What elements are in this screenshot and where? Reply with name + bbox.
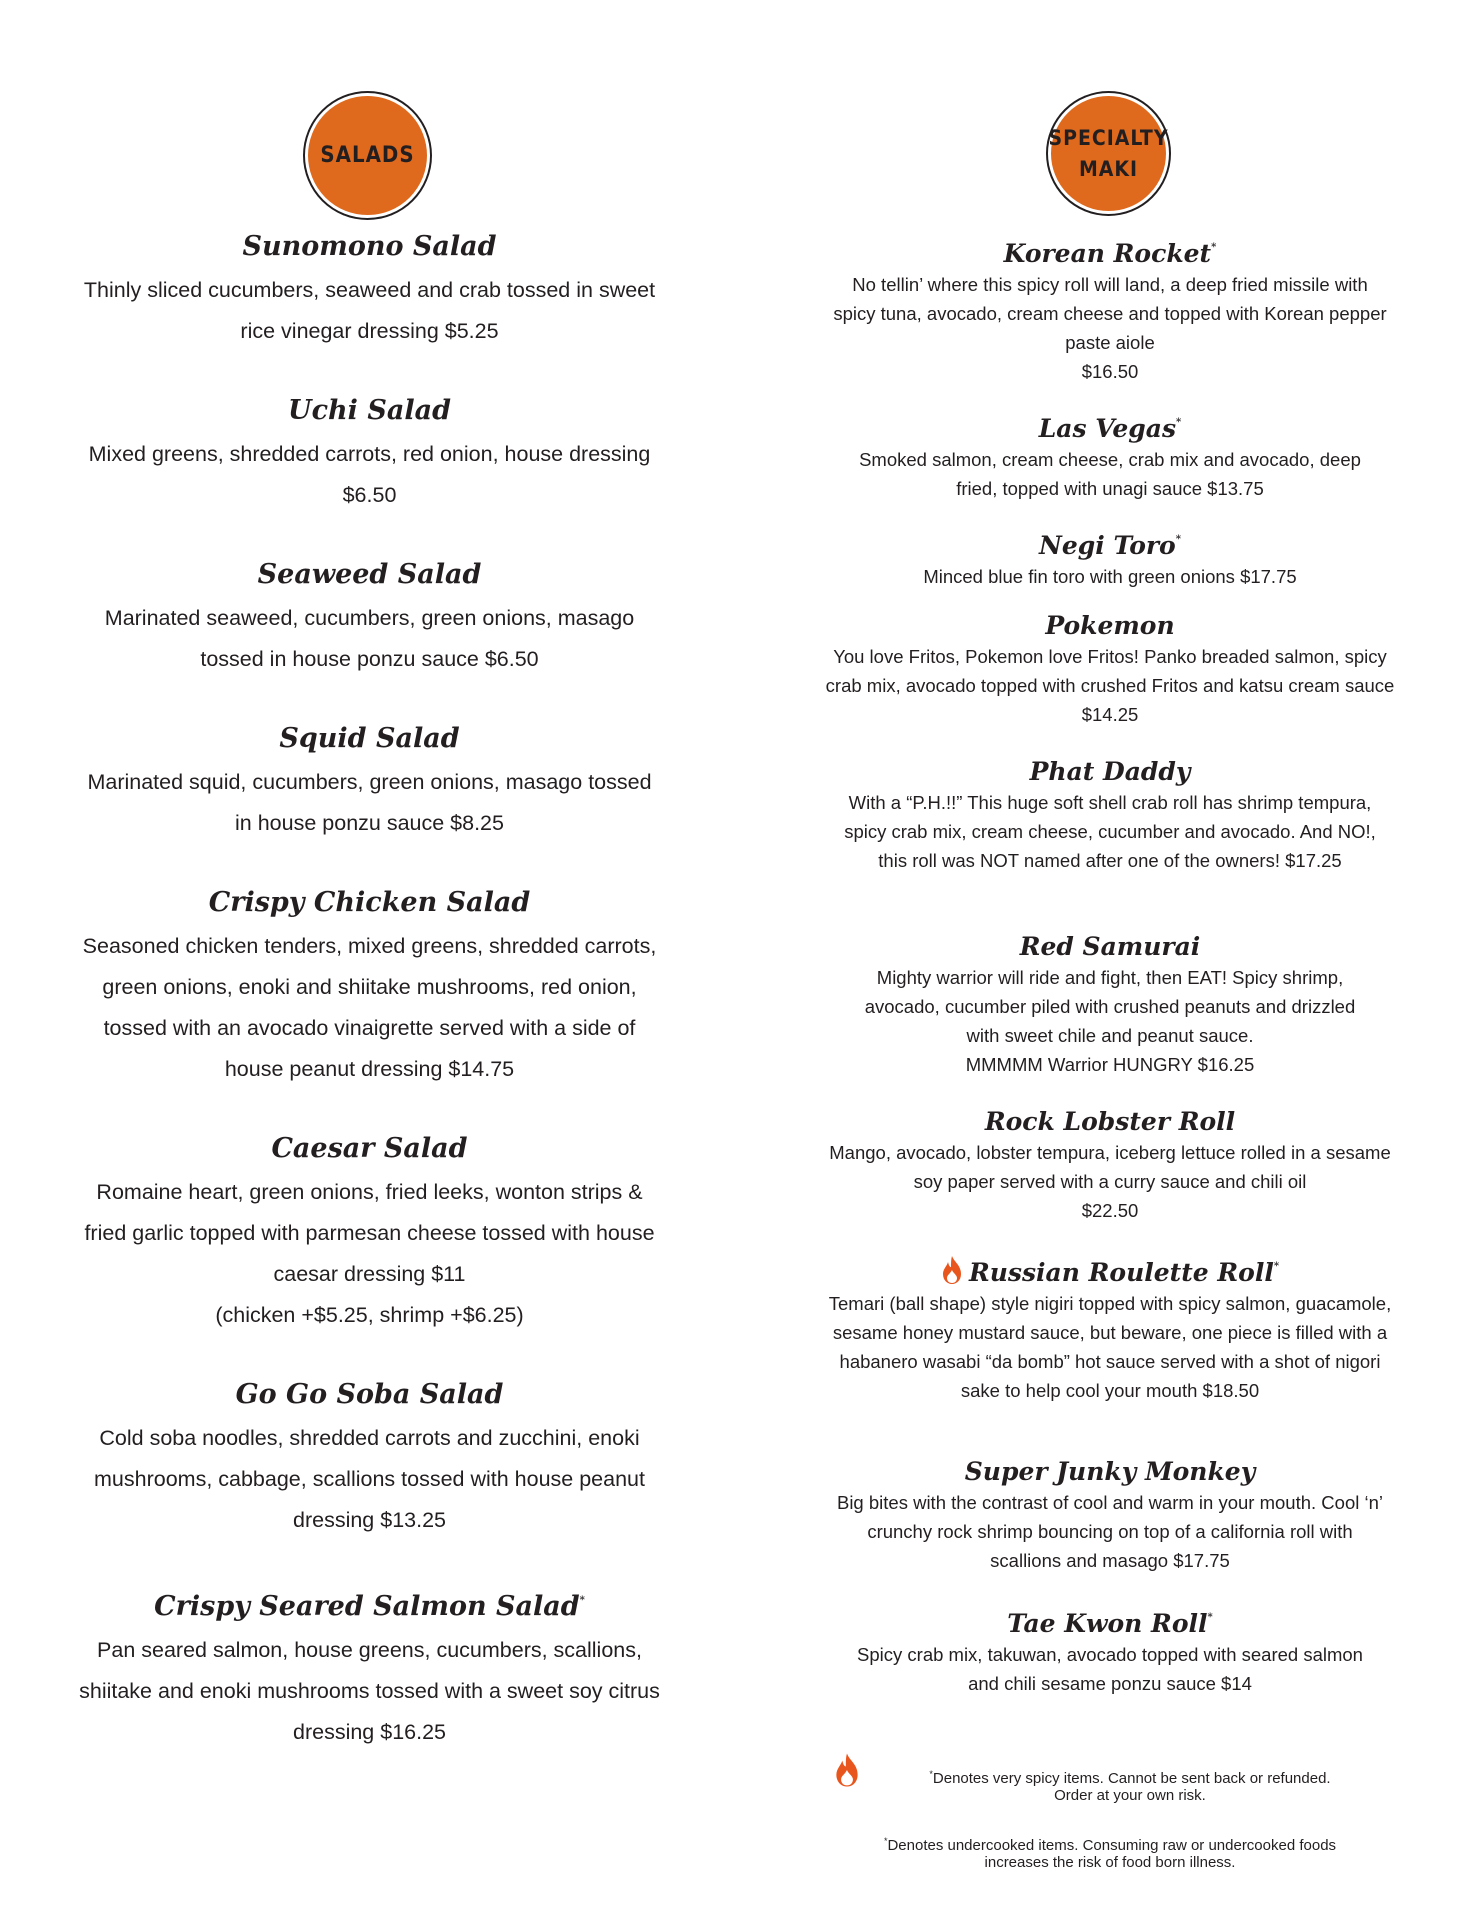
item-description: Spicy crab mix, takuwan, avocado topped with seared salmon and chili sesame ponzu sauce $14 (857, 1644, 1363, 1694)
menu-item (62, 558, 677, 680)
specialty-maki-badge (1048, 93, 1169, 214)
item-description: Pan seared salmon, house greens, cucumbers, scallions, shiitake and enoki mushrooms tossed with a sweet soy citrus dressing $16.25 (79, 1638, 660, 1744)
menu-item (810, 232, 1410, 386)
menu-item (62, 230, 677, 352)
item-name: Korean Rocket* (1003, 239, 1217, 268)
item-description: You love Fritos, Pokemon love Fritos! Panko breaded salmon, spicy crab mix, avocado topped with crushed Fritos and katsu cream sauce $14.25 (825, 646, 1395, 725)
menu-item (62, 1132, 677, 1336)
item-name: Red Samurai (1019, 932, 1201, 961)
undercooked-marker: * (1175, 534, 1181, 545)
maki-heading-line2: MAKI (1078, 156, 1139, 181)
item-description: Smoked salmon, cream cheese, crab mix and avocado, deep fried, topped with unagi sauce $13.75 (859, 449, 1361, 499)
item-name: Squid Salad (279, 723, 460, 754)
item-name: Las Vegas* (1038, 414, 1182, 443)
menu-item (810, 407, 1410, 503)
item-name: Russian Roulette Roll* (810, 1251, 1410, 1289)
item-name: Sunomono Salad (242, 231, 497, 262)
menu-item (62, 886, 677, 1090)
item-description: No tellin’ where this spicy roll will land, a deep fried missile with spicy tuna, avocado, cream cheese and topped with Korean pepper paste aiole (833, 274, 1387, 353)
item-price: $16.50 (1081, 361, 1139, 382)
item-name: Crispy Seared Salmon Salad* (154, 1591, 585, 1622)
salads-heading: SALADS (320, 143, 415, 168)
undercooked-marker: * (1207, 1612, 1213, 1623)
item-name: Pokemon (1045, 611, 1175, 640)
item-name: Phat Daddy (1029, 757, 1191, 786)
undercooked-marker: * (1211, 242, 1217, 253)
menu-item (62, 394, 677, 516)
undercooked-note: *Denotes undercooked items. Consuming raw or undercooked foods increases the risk of food born illness. (883, 1836, 1337, 1871)
spicy-note: *Denotes very spicy items. Cannot be sent back or refunded. Order at your own risk. (810, 1752, 1410, 1790)
menu-item (810, 610, 1410, 729)
menu-item (62, 1584, 677, 1753)
menu-item (810, 524, 1410, 591)
item-name: Seaweed Salad (257, 559, 482, 590)
item-description: Marinated seaweed, cucumbers, green onions, masago tossed in house ponzu sauce $6.50 (104, 606, 635, 671)
item-name: Super Junky Monkey (964, 1457, 1256, 1486)
item-description: Thinly sliced cucumbers, seaweed and crab tossed in sweet rice vinegar dressing $5.25 (83, 278, 656, 343)
item-addons: (chicken +$5.25, shrimp +$6.25) (215, 1303, 524, 1327)
item-name: Go Go Soba Salad (235, 1379, 504, 1410)
flame-icon (941, 1255, 963, 1285)
item-description: Big bites with the contrast of cool and warm in your mouth. Cool ‘n’ crunchy rock shrimp bouncing on top of a california roll with scallions and masago $17.75 (836, 1492, 1383, 1571)
item-description: Cold soba noodles, shredded carrots and zucchini, enoki mushrooms, cabbage, scallions tossed with house peanut dressing $13.25 (94, 1426, 645, 1532)
menu-item (810, 756, 1410, 875)
item-description: Romaine heart, green onions, fried leeks, wonton strips & fried garlic topped with parmesan cheese tossed with house caesar dressing $11 (84, 1180, 655, 1286)
item-description: Mighty warrior will ride and fight, then EAT! Spicy shrimp, avocado, cucumber piled with crushed peanuts and drizzled with sweet chile and peanut sauce. (864, 967, 1356, 1046)
item-description: Minced blue fin toro with green onions $17.75 (923, 566, 1297, 587)
item-price: MMMMM Warrior HUNGRY $16.25 (965, 1054, 1255, 1075)
undercooked-marker: * (1273, 1261, 1280, 1272)
maki-heading-line1: SPECIALTY (1048, 126, 1169, 151)
item-description: With a “P.H.!!” This huge soft shell crab roll has shrimp tempura, spicy crab mix, cream cheese, cucumber and avocado. And NO!, this roll was NOT named after one of the owners! $17.25 (844, 792, 1376, 871)
item-description: Marinated squid, cucumbers, green onions, masago tossed in house ponzu sauce $8.25 (87, 770, 652, 835)
item-description: Temari (ball shape) style nigiri topped with spicy salmon, guacamole, sesame honey mustard sauce, but beware, one piece is filled with a habanero wasabi “da bomb” hot sauce served with a shot of nigori sake to help cool your mouth $18.50 (828, 1293, 1392, 1401)
item-description: Mango, avocado, lobster tempura, iceberg lettuce rolled in a sesame soy paper served with a curry sauce and chili oil (829, 1142, 1391, 1192)
item-name: Negi Toro* (1039, 531, 1181, 560)
menu-item (810, 1251, 1410, 1405)
item-name: Tae Kwon Roll* (1007, 1609, 1213, 1638)
item-description: Seasoned chicken tenders, mixed greens, shredded carrots, green onions, enoki and shiitake mushrooms, red onion, tossed with an avocado vinaigrette served with a side of house peanut dressing $14.75 (82, 934, 657, 1081)
menu-item (62, 1378, 677, 1541)
item-name: Rock Lobster Roll (984, 1107, 1236, 1136)
menu-item (810, 1456, 1410, 1575)
menu-item (62, 722, 677, 844)
item-name: Crispy Chicken Salad (208, 887, 531, 918)
menu-item (810, 1602, 1410, 1698)
salads-badge (305, 93, 430, 218)
menu-item (810, 1106, 1410, 1225)
item-name: Caesar Salad (271, 1133, 468, 1164)
menu-item (810, 931, 1410, 1079)
item-price: $22.50 (1081, 1200, 1139, 1221)
item-description: Mixed greens, shredded carrots, red onion, house dressing $6.50 (88, 442, 651, 507)
item-name: Uchi Salad (288, 395, 451, 426)
undercooked-marker: * (579, 1595, 585, 1606)
undercooked-marker: * (1176, 417, 1182, 428)
